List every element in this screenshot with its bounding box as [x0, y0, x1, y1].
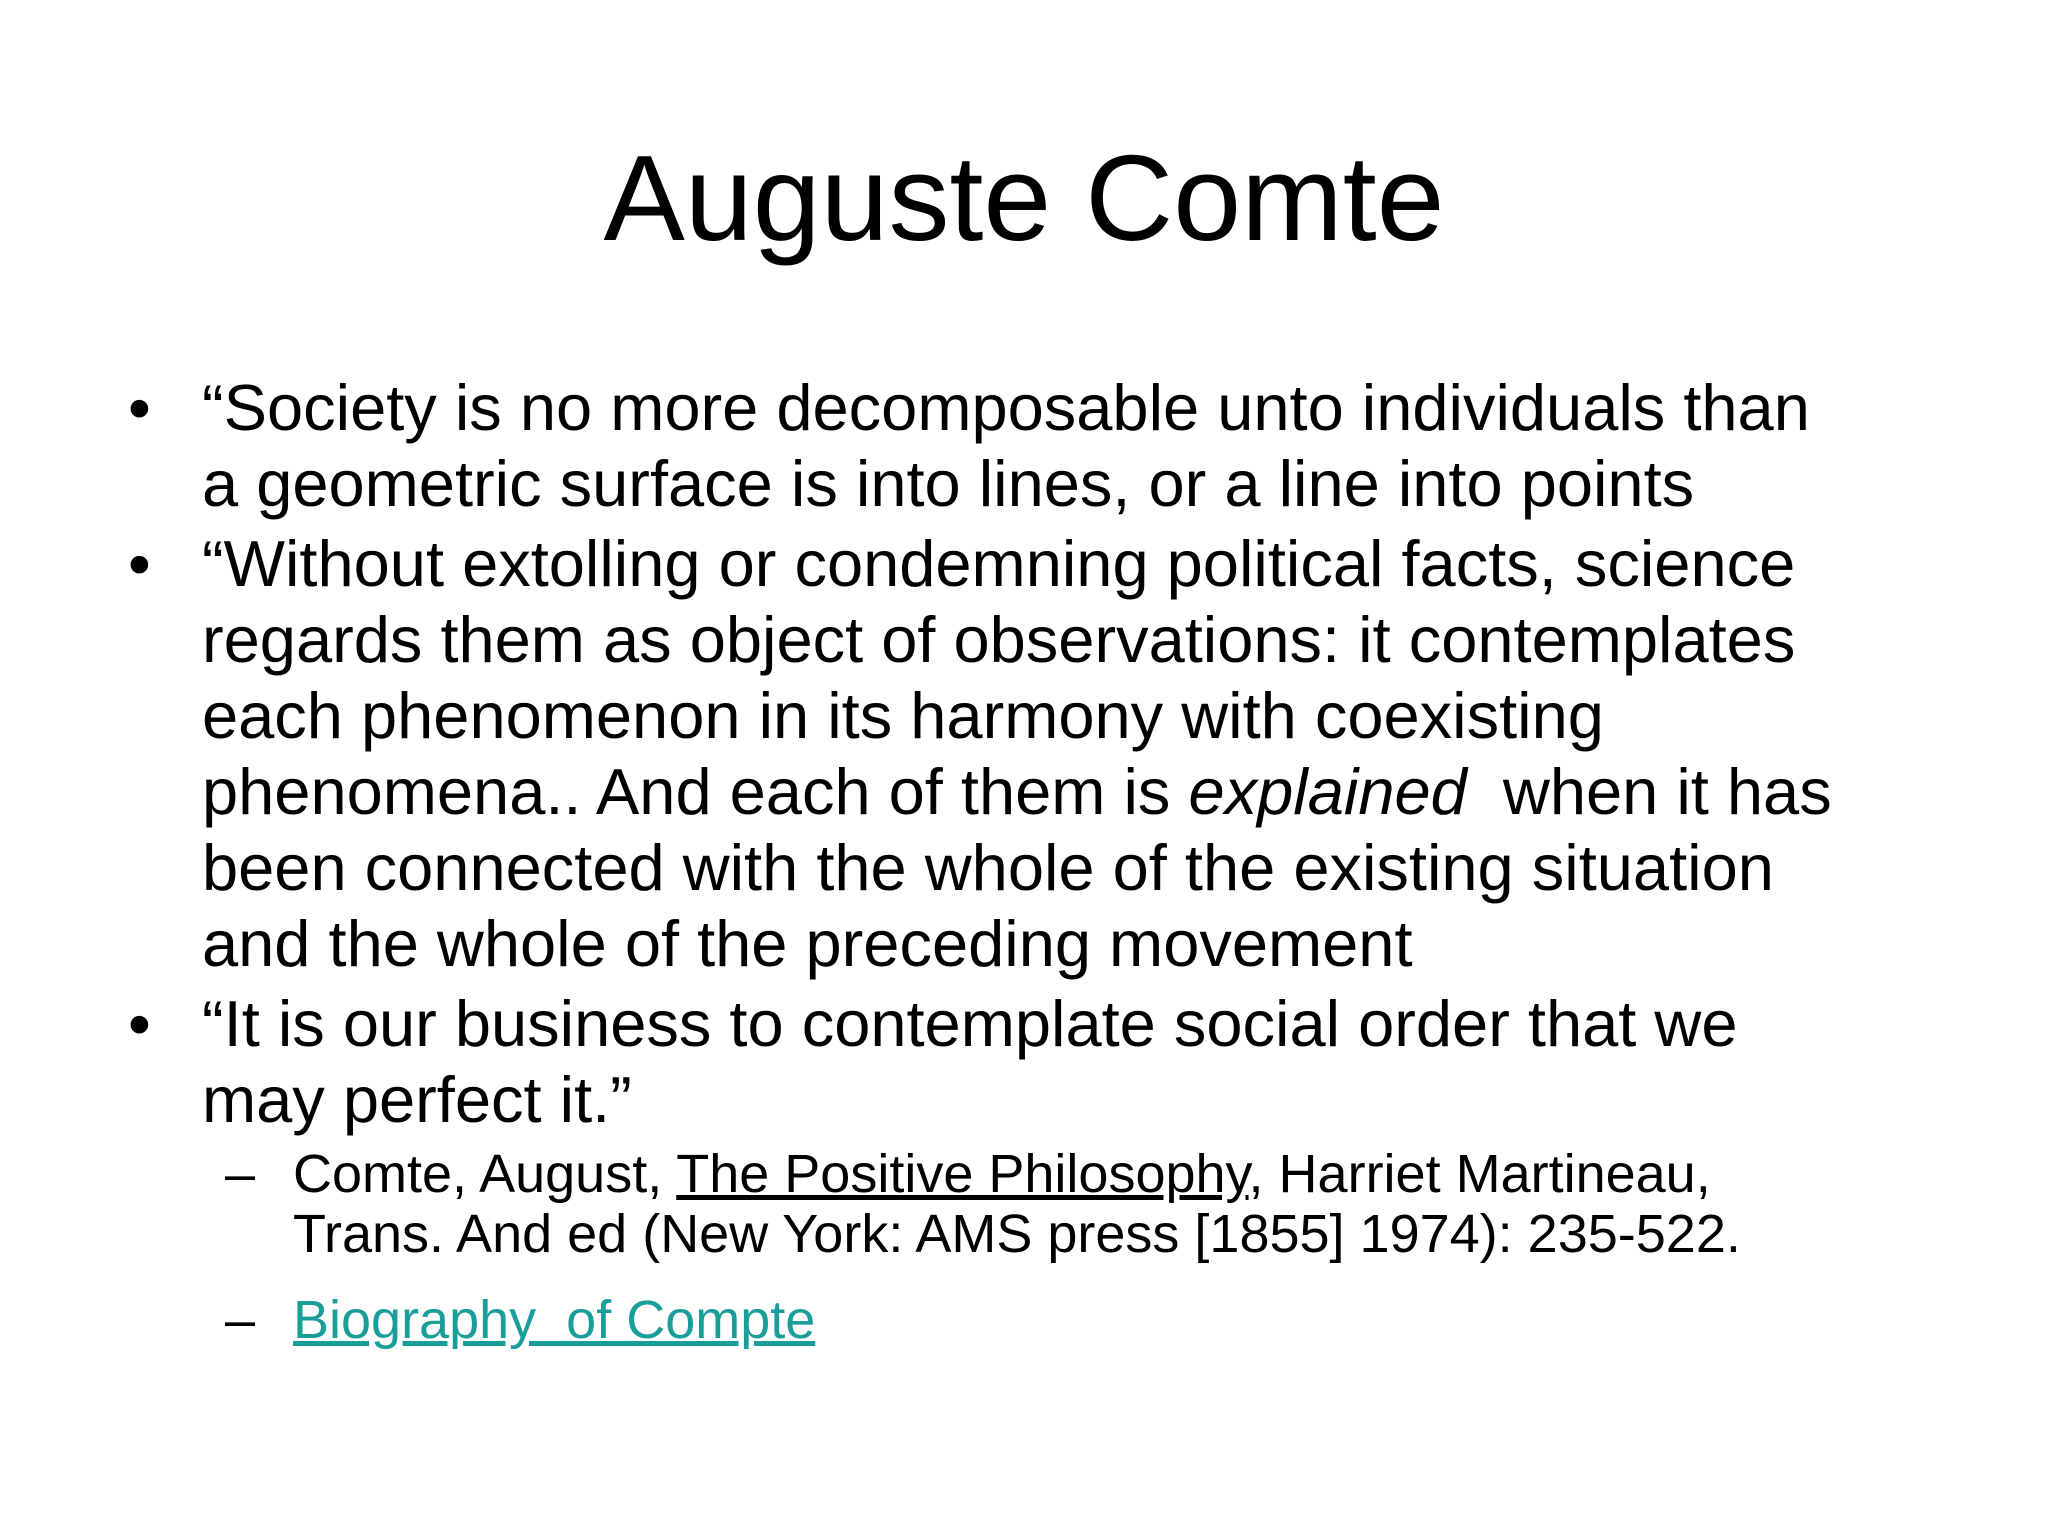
bullet-icon: •	[128, 987, 151, 1060]
dash-icon: –	[225, 1290, 256, 1350]
bullet-line: regards them as object of observations: it contemplates	[202, 603, 1796, 676]
bullet-line: “Without extolling or condemning political facts, science	[202, 527, 1796, 600]
bullet-society-quote	[120, 370, 2000, 522]
bullet-line: “Society is no more decomposable unto individuals than	[202, 371, 1810, 444]
citation-line	[293, 1144, 2000, 1204]
citation-item	[225, 1144, 2000, 1264]
bullet-line: may perfect it.”	[202, 1063, 632, 1136]
bullet-icon: •	[128, 527, 151, 600]
biography-link[interactable]: Biography of Compte	[293, 1290, 816, 1350]
bullet-social-order-quote	[120, 986, 2000, 1138]
bullet-icon: •	[128, 371, 151, 444]
dash-icon: –	[225, 1144, 256, 1204]
bullet-line: and the whole of the preceding movement	[202, 907, 1413, 980]
book-title: The Positive Philosophy	[676, 1144, 1249, 1204]
sub-bullet-list	[225, 1144, 2000, 1350]
slide-title: Auguste Comte	[603, 130, 1445, 266]
citation-prefix: Comte, August,	[293, 1144, 677, 1204]
bullet-line	[202, 754, 2000, 830]
biography-item	[225, 1290, 2000, 1350]
bullet-political-facts-quote	[120, 526, 2000, 982]
bullet-line: “It is our business to contemplate social order that we	[202, 987, 1738, 1060]
emphasis-explained: explained	[1188, 755, 1467, 828]
bullet-text: when it has	[1466, 755, 1832, 828]
bullet-text: phenomena.. And each of them is	[202, 755, 1189, 828]
bullet-line: each phenomenon in its harmony with coexisting	[202, 679, 1604, 752]
bullet-line: been connected with the whole of the existing situation	[202, 831, 1774, 904]
citation-suffix: , Harriet Martineau,	[1248, 1144, 1711, 1204]
bullet-list	[120, 370, 2000, 1376]
bullet-line: a geometric surface is into lines, or a line into points	[202, 447, 1695, 520]
citation-line: Trans. And ed (New York: AMS press [1855] 1974): 235-522.	[293, 1204, 1741, 1264]
